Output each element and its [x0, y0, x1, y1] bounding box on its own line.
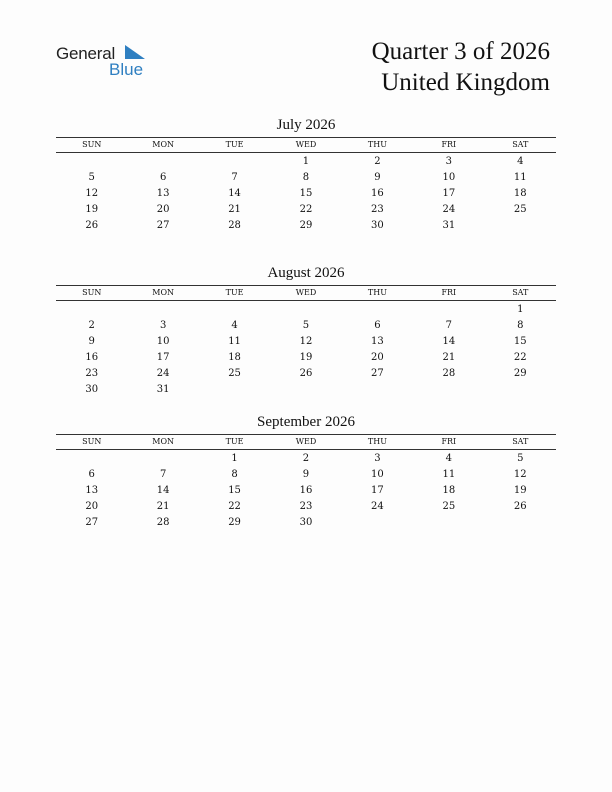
- day-cell: 21: [156, 501, 170, 512]
- day-cell: 26: [85, 220, 99, 231]
- weekday-label: WED: [295, 140, 317, 149]
- day-cell: 7: [159, 469, 167, 480]
- month-title: July 2026: [276, 117, 336, 133]
- day-cell: 10: [371, 469, 384, 480]
- logo-text-blue: Blue: [109, 60, 144, 79]
- weekday-header: [56, 434, 556, 450]
- day-cell: 30: [299, 517, 313, 528]
- empty-day-cell: [127, 451, 198, 467]
- day-cell: 28: [442, 368, 456, 379]
- day-cell: 9: [88, 336, 95, 347]
- day-cell: 18: [442, 485, 456, 496]
- day-grid: [56, 302, 556, 398]
- day-cell: 13: [85, 485, 99, 496]
- empty-day-cell: [127, 302, 198, 318]
- empty-day-cell: [270, 302, 341, 318]
- weekday-label: THU: [367, 288, 387, 297]
- weekday-label: WED: [295, 288, 317, 297]
- day-cell: 2: [302, 453, 310, 464]
- weekday-label: WED: [295, 437, 317, 446]
- day-cell: 30: [85, 384, 99, 395]
- day-cell: 16: [299, 485, 313, 496]
- day-cell: 20: [156, 204, 170, 215]
- day-cell: 13: [156, 188, 170, 199]
- day-cell: 22: [513, 352, 527, 363]
- weekday-label: FRI: [441, 437, 457, 446]
- day-cell: 23: [299, 501, 313, 512]
- day-cell: 7: [445, 320, 453, 331]
- day-cell: 4: [517, 156, 524, 167]
- weekday-label: MON: [152, 140, 174, 149]
- day-cell: 11: [228, 336, 241, 347]
- weekday-label: MON: [152, 437, 174, 446]
- day-cell: 16: [85, 352, 99, 363]
- weekday-label: FRI: [441, 288, 457, 297]
- day-cell: 8: [231, 469, 238, 480]
- day-cell: 30: [371, 220, 384, 231]
- day-cell: 17: [156, 352, 170, 363]
- day-cell: 5: [302, 320, 310, 331]
- day-cell: 24: [156, 368, 170, 379]
- day-cell: 15: [513, 336, 527, 347]
- day-cell: 21: [228, 204, 241, 215]
- title-quarter: Quarter 3 of 2026: [371, 38, 550, 65]
- weekday-label: SAT: [512, 437, 529, 446]
- day-cell: 2: [88, 320, 95, 331]
- day-cell: 19: [513, 485, 527, 496]
- day-cell: 8: [517, 320, 524, 331]
- logo-text-general: General: [56, 44, 116, 63]
- day-cell: 3: [374, 453, 381, 464]
- day-cell: 12: [299, 336, 313, 347]
- day-cell: 31: [442, 220, 456, 231]
- day-cell: 29: [513, 368, 527, 379]
- weekday-header: [56, 285, 556, 301]
- title-country: United Kingdom: [381, 69, 550, 96]
- empty-day-cell: [127, 154, 198, 170]
- day-cell: 14: [442, 336, 456, 347]
- day-cell: 20: [371, 352, 384, 363]
- day-cell: 18: [513, 188, 527, 199]
- day-cell: 27: [156, 220, 170, 231]
- day-cell: 12: [513, 469, 527, 480]
- day-cell: 4: [231, 320, 238, 331]
- day-cell: 12: [85, 188, 99, 199]
- month-block: [56, 116, 556, 234]
- day-cell: 19: [299, 352, 313, 363]
- day-cell: 3: [159, 320, 167, 331]
- day-cell: 28: [228, 220, 241, 231]
- weekday-label: THU: [367, 140, 387, 149]
- generalblue-logo: [56, 42, 156, 82]
- day-cell: 23: [85, 368, 99, 379]
- day-cell: 29: [228, 517, 241, 528]
- day-cell: 26: [513, 501, 527, 512]
- weekday-label: FRI: [441, 140, 457, 149]
- day-grid: [56, 154, 556, 234]
- day-cell: 25: [442, 501, 456, 512]
- logo-triangle-icon: [125, 45, 145, 59]
- day-cell: 1: [231, 453, 238, 464]
- month-block: [56, 413, 556, 531]
- day-cell: 1: [302, 156, 310, 167]
- weekday-label: SUN: [82, 140, 102, 149]
- day-cell: 17: [371, 485, 384, 496]
- day-cell: 26: [299, 368, 313, 379]
- day-cell: 17: [442, 188, 456, 199]
- day-cell: 20: [85, 501, 99, 512]
- day-cell: 9: [374, 172, 381, 183]
- day-cell: 1: [517, 304, 524, 315]
- day-cell: 5: [88, 172, 95, 183]
- day-cell: 14: [228, 188, 241, 199]
- empty-day-cell: [199, 302, 270, 318]
- weekday-header: [56, 137, 556, 153]
- empty-day-cell: [56, 451, 127, 467]
- empty-day-cell: [56, 302, 127, 318]
- day-cell: 4: [445, 453, 453, 464]
- day-cell: 5: [517, 453, 524, 464]
- day-cell: 6: [159, 172, 167, 183]
- day-cell: 9: [302, 469, 310, 480]
- day-grid: [56, 451, 556, 531]
- weekday-label: THU: [367, 437, 387, 446]
- day-cell: 3: [445, 156, 453, 167]
- day-cell: 24: [442, 204, 456, 215]
- day-cell: 25: [228, 368, 241, 379]
- empty-day-cell: [56, 154, 127, 170]
- day-cell: 6: [374, 320, 381, 331]
- day-cell: 22: [228, 501, 241, 512]
- day-cell: 15: [299, 188, 313, 199]
- day-cell: 21: [442, 352, 456, 363]
- day-cell: 19: [85, 204, 99, 215]
- day-cell: 18: [228, 352, 241, 363]
- day-cell: 10: [156, 336, 170, 347]
- weekday-label: TUE: [225, 437, 244, 446]
- weekday-label: TUE: [225, 140, 244, 149]
- weekday-label: SUN: [82, 288, 102, 297]
- weekday-label: MON: [152, 288, 174, 297]
- empty-day-cell: [199, 154, 270, 170]
- day-cell: 13: [371, 336, 384, 347]
- day-cell: 11: [513, 172, 527, 183]
- day-cell: 22: [299, 204, 313, 215]
- day-cell: 2: [374, 156, 381, 167]
- day-cell: 8: [302, 172, 310, 183]
- month-title: August 2026: [267, 265, 345, 281]
- day-cell: 23: [371, 204, 384, 215]
- day-cell: 27: [371, 368, 384, 379]
- day-cell: 16: [371, 188, 384, 199]
- empty-day-cell: [413, 302, 484, 318]
- page-title: [372, 36, 550, 98]
- day-cell: 10: [442, 172, 456, 183]
- month-title: September 2026: [257, 414, 355, 430]
- day-cell: 27: [85, 517, 99, 528]
- empty-day-cell: [342, 302, 413, 318]
- day-cell: 15: [228, 485, 241, 496]
- weekday-label: SAT: [512, 288, 529, 297]
- day-cell: 11: [442, 469, 456, 480]
- day-cell: 6: [88, 469, 95, 480]
- weekday-label: SAT: [512, 140, 529, 149]
- day-cell: 24: [371, 501, 384, 512]
- day-cell: 14: [156, 485, 170, 496]
- day-cell: 7: [231, 172, 238, 183]
- day-cell: 28: [156, 517, 170, 528]
- weekday-label: TUE: [225, 288, 244, 297]
- day-cell: 29: [299, 220, 313, 231]
- month-block: [56, 264, 556, 398]
- day-cell: 25: [513, 204, 527, 215]
- weekday-label: SUN: [82, 437, 102, 446]
- day-cell: 31: [156, 384, 170, 395]
